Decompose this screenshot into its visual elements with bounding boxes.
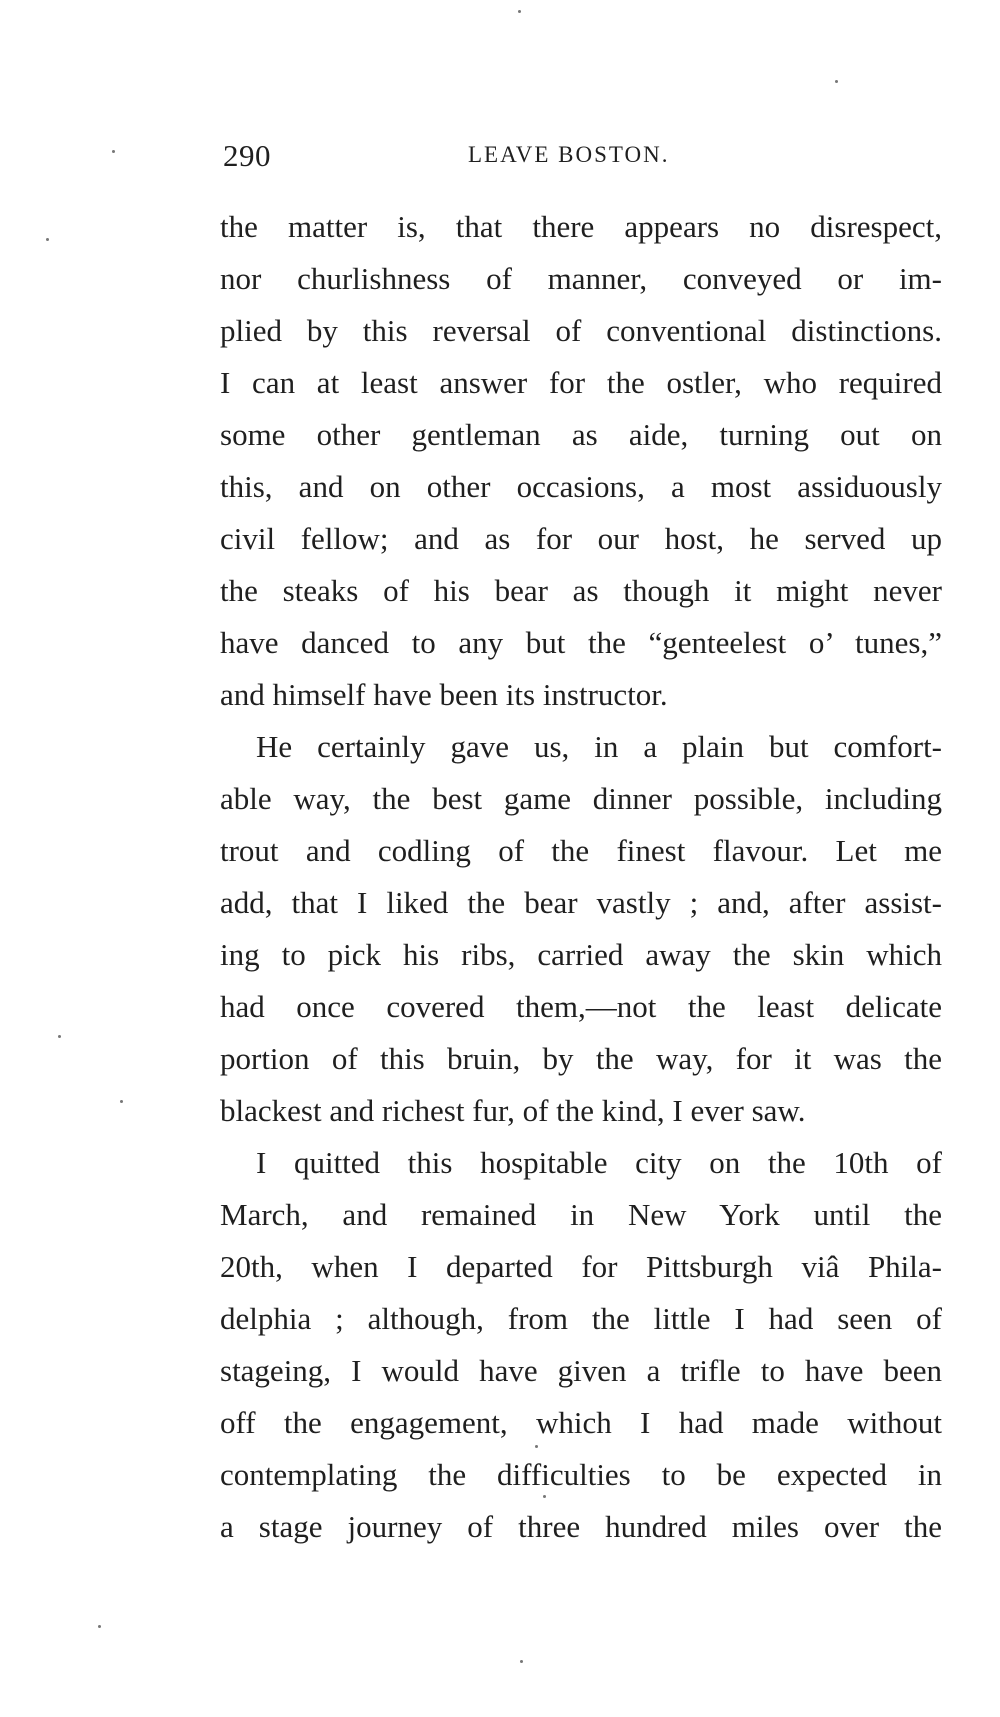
text-line: portion of this bruin, by the way, for it was the — [220, 1041, 942, 1076]
text-line: plied by this reversal of conventional distinctions. — [220, 313, 942, 348]
text-line: He certainly gave us, in a plain but comfort- — [256, 729, 942, 764]
paper-speck — [543, 1495, 546, 1498]
text-line: ing to pick his ribs, carried away the skin which — [220, 937, 942, 972]
paper-speck — [58, 1035, 61, 1038]
text-line: stageing, I would have given a trifle to have been — [220, 1353, 942, 1388]
page-header — [223, 130, 943, 180]
paper-speck — [520, 1660, 523, 1663]
paper-speck — [535, 1445, 538, 1448]
text-line: I quitted this hospitable city on the 10th of — [256, 1145, 942, 1180]
running-title: LEAVE BOSTON. — [468, 142, 670, 167]
text-line: trout and codling of the finest flavour. Let me — [220, 833, 942, 868]
text-line: March, and remained in New York until the — [220, 1197, 942, 1232]
text-line: the steaks of his bear as though it might never — [220, 573, 942, 608]
text-line: a stage journey of three hundred miles over the — [220, 1509, 942, 1544]
body-text — [220, 201, 942, 1553]
text-line: I can at least answer for the ostler, who required — [220, 365, 942, 400]
text-line: add, that I liked the bear vastly ; and, after assist- — [220, 885, 942, 920]
paper-speck — [98, 1625, 101, 1628]
text-line: off the engagement, which I had made without — [220, 1405, 942, 1440]
paper-speck — [835, 80, 838, 83]
text-line: this, and on other occasions, a most assiduously — [220, 469, 942, 504]
page-number: 290 — [223, 138, 271, 173]
text-line: blackest and richest fur, of the kind, I ever saw. — [220, 1093, 806, 1128]
text-line: contemplating the difficulties to be expected in — [220, 1457, 942, 1492]
text-line: nor churlishness of manner, conveyed or im- — [220, 261, 942, 296]
paper-speck — [112, 150, 115, 153]
text-line: delphia ; although, from the little I had seen of — [220, 1301, 942, 1336]
paper-speck — [46, 238, 49, 241]
text-line: civil fellow; and as for our host, he served up — [220, 521, 942, 556]
text-line: some other gentleman as aide, turning out on — [220, 417, 942, 452]
text-line: had once covered them,—not the least delicate — [220, 989, 942, 1024]
text-line: 20th, when I departed for Pittsburgh viâ Phila- — [220, 1249, 942, 1284]
text-line: able way, the best game dinner possible, including — [220, 781, 942, 816]
text-line: have danced to any but the “genteelest o’ tunes,” — [220, 625, 942, 660]
text-line: the matter is, that there appears no disrespect, — [220, 209, 942, 244]
text-line: and himself have been its instructor. — [220, 677, 668, 712]
paper-speck — [518, 10, 521, 13]
paper-speck — [120, 1100, 123, 1103]
